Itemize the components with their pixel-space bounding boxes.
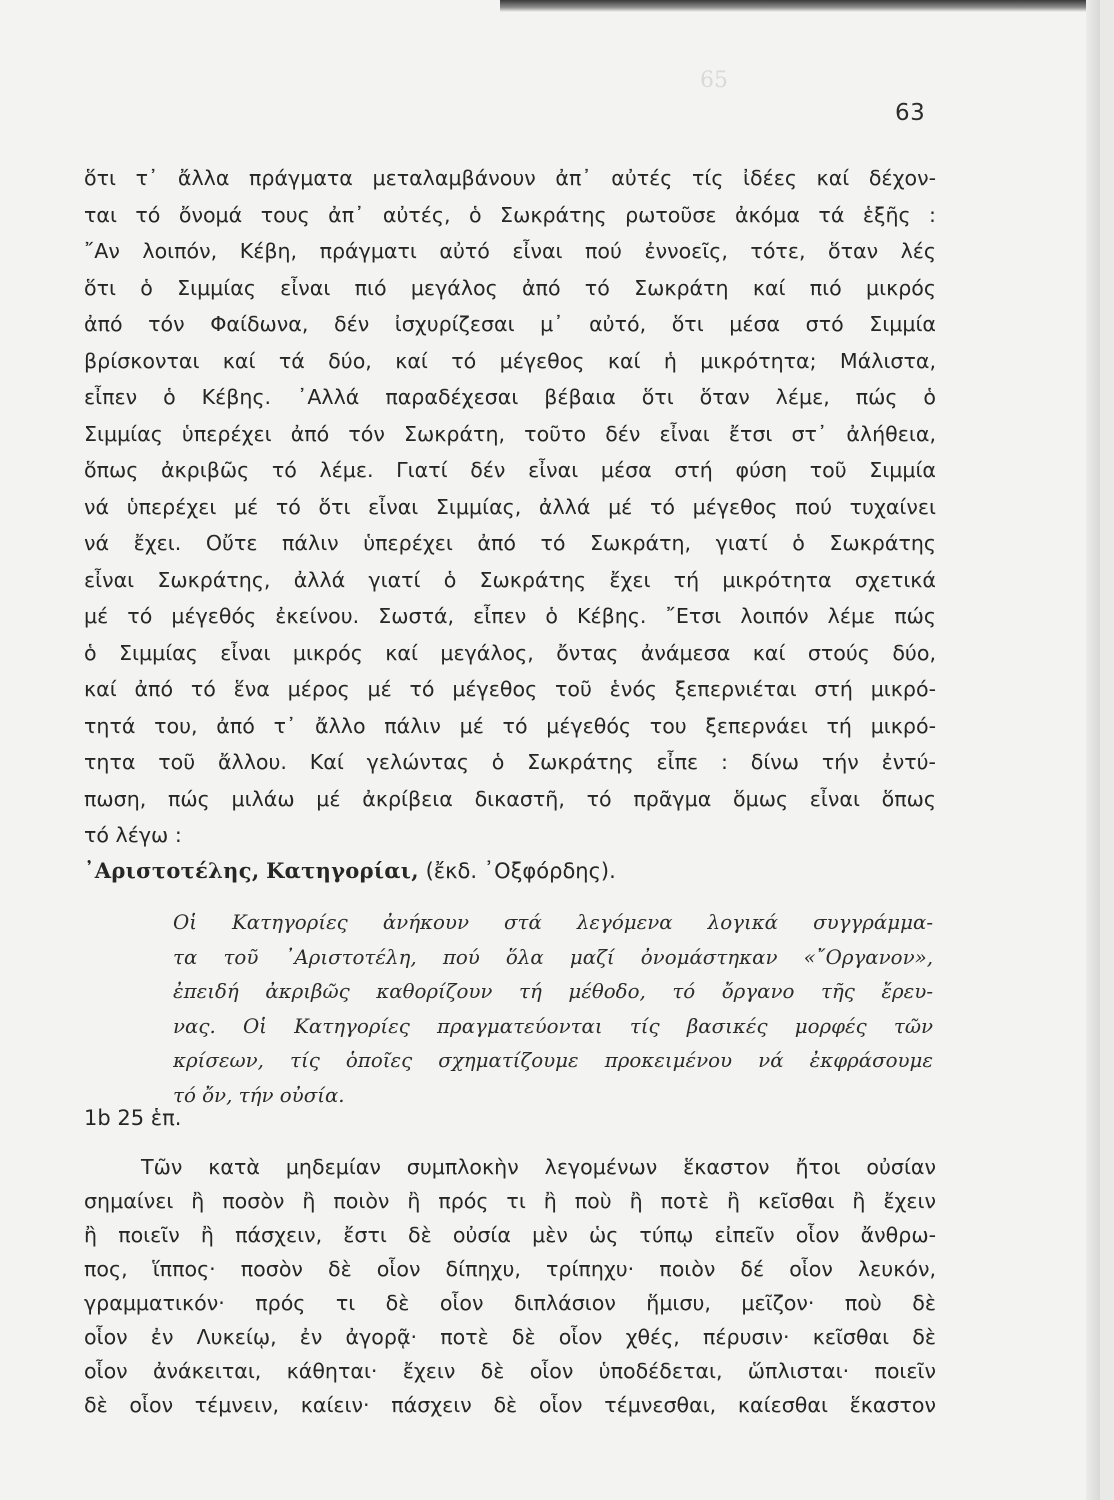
text-line: ὅπως ἀκριβῶς τό λέμε. Γιατί δέν εἶναι μέσα στή φύση τοῦ Σιμμία <box>84 458 936 482</box>
note-line: τό ὄν, τήν οὐσία. <box>173 1083 345 1107</box>
source-citation <box>84 858 616 883</box>
note-line: νας. Οἱ Κατηγορίες πραγματεύονται τίς βασικές μορφές τῶν <box>173 1014 933 1038</box>
greek-line: οἷον ἐν Λυκείῳ, ἐν ἀγορᾷ· ποτὲ δὲ οἷον χθές, πέρυσιν· κεῖσθαι δὲ <box>84 1325 936 1349</box>
page-number: 63 <box>895 100 926 126</box>
text-line: ται τό ὄνομά τους ἀπ᾿ αὐτές, ὁ Σωκράτης ρωτοῦσε ἀκόμα τά ἑξῆς : <box>84 202 936 227</box>
text-line: τητά του, ἀπό τ᾿ ἄλλο πάλιν μέ τό μέγεθός του ξεπερνάει τή μικρό- <box>84 713 936 738</box>
text-line: ὅτι ὁ Σιμμίας εἶναι πιό μεγάλος ἀπό τό Σωκράτη καί πιό μικρός <box>84 275 936 300</box>
bleed-through-page-number: 65 <box>700 68 728 93</box>
editor-note <box>173 906 933 1113</box>
text-line: εἶπεν ὁ Κέβης. ᾿Αλλά παραδέχεσαι βέβαια ὅτι ὅταν λέμε, πώς ὁ <box>84 385 936 409</box>
text-line: εἶναι Σωκράτης, ἀλλά γιατί ὁ Σωκράτης ἔχει τή μικρότητα σχετικά <box>84 567 936 592</box>
greek-line: πος, ἵππος· ποσὸν δὲ οἷον δίπηχυ, τρίπηχυ· ποιὸν δέ οἷον λευκόν, <box>84 1257 936 1281</box>
text-line: ὅτι τ᾿ ἄλλα πράγματα μεταλαμβάνουν ἀπ᾿ αὐτές τίς ἰδέες καί δέχον- <box>84 166 936 190</box>
note-line: ἐπειδή ἀκριβῶς καθορίζουν τή μέθοδο, τό ὄργανο τῆς ἔρευ- <box>173 980 933 1003</box>
scan-top-shadow <box>500 0 1100 12</box>
bekker-reference: 1b 25 ἑπ. <box>84 1106 182 1130</box>
note-line: Οἱ Κατηγορίες ἀνήκουν στά λεγόμενα λογικά συγγράμμα- <box>173 911 933 934</box>
text-line: ἀπό τόν Φαίδωνα, δέν ἰσχυρίζεσαι μ᾿ αὐτό, ὅτι μέσα στό Σιμμία <box>84 312 936 336</box>
ancient-greek-passage <box>84 1150 936 1422</box>
text-line: καί ἀπό τό ἕνα μέρος μέ τό μέγεθος τοῦ ἑνός ξεπερνιέται στή μικρό- <box>84 677 936 701</box>
scan-right-edge <box>1086 0 1100 1500</box>
note-line: τα τοῦ ᾿Αριστοτέλη, πού ὅλα μαζί ὀνομάστηκαν «῎Οργανον», <box>173 945 933 969</box>
text-line: νά ὑπερέχει μέ τό ὅτι εἶναι Σιμμίας, ἀλλά μέ τό μέγεθος πού τυχαίνει <box>84 494 936 519</box>
note-line: κρίσεων, τίς ὁποῖες σχηματίζουμε προκειμένου νά ἐκφράσουμε <box>173 1049 933 1072</box>
greek-line: οἷον ἀνάκειται, κάθηται· ἔχειν δὲ οἷον ὑποδέδεται, ὥπλισται· ποιεῖν <box>84 1359 936 1383</box>
text-line: τητα τοῦ ἄλλου. Καί γελώντας ὁ Σωκράτης εἶπε : δίνω τήν ἐντύ- <box>84 750 936 774</box>
text-line: ῎Αν λοιπόν, Κέβη, πράγματι αὐτό εἶναι πού ἐννοεῖς, τότε, ὅταν λές <box>84 239 936 263</box>
source-edition: (ἔκδ. ᾿Οξφόρδης). <box>425 859 616 883</box>
text-line: μέ τό μέγεθός ἐκείνου. Σωστά, εἶπεν ὁ Κέβης. ῎Ετσι λοιπόν λέμε πώς <box>84 604 936 628</box>
text-line: τό λέγω : <box>84 823 182 847</box>
text-line: Σιμμίας ὑπερέχει ἀπό τόν Σωκράτη, τοῦτο δέν εἶναι ἔτσι στ᾿ ἀλήθεια, <box>84 421 936 446</box>
greek-line: Τῶν κατὰ μηδεμίαν συμπλοκὴν λεγομένων ἕκαστον ἤτοι οὐσίαν <box>141 1155 936 1179</box>
translation-paragraph <box>84 160 936 854</box>
greek-line: γραμματικόν· πρός τι δὲ οἷον διπλάσιον ἥμισυ, μεῖζον· ποὺ δὲ <box>84 1291 936 1315</box>
source-work: Κατηγορίαι, <box>266 858 419 883</box>
text-line: βρίσκονται καί τά δύο, καί τό μέγεθος καί ἡ μικρότητα; Μάλιστα, <box>84 348 936 373</box>
text-line: πωση, πώς μιλάω μέ ἀκρίβεια δικαστῆ, τό πρᾶγμα ὅμως εἶναι ὅπως <box>84 786 936 811</box>
greek-line: ἢ ποιεῖν ἢ πάσχειν, ἔστι δὲ οὐσία μὲν ὡς τύπῳ εἰπεῖν οἷον ἄνθρω- <box>84 1223 936 1247</box>
text-line: νά ἔχει. Οὔτε πάλιν ὑπερέχει ἀπό τό Σωκράτη, γιατί ὁ Σωκράτης <box>84 531 936 555</box>
greek-line: δὲ οἷον τέμνειν, καίειν· πάσχειν δὲ οἷον τέμνεσθαι, καίεσθαι ἕκαστον <box>84 1393 936 1417</box>
greek-line: σημαίνει ἢ ποσὸν ἢ ποιὸν ἢ πρός τι ἢ ποὺ ἢ ποτὲ ἢ κεῖσθαι ἢ ἔχειν <box>84 1189 936 1213</box>
source-author: ᾿Αριστοτέλης, <box>84 858 260 883</box>
text-line: ὁ Σιμμίας εἶναι μικρός καί μεγάλος, ὄντας ἀνάμεσα καί στούς δύο, <box>84 640 936 665</box>
